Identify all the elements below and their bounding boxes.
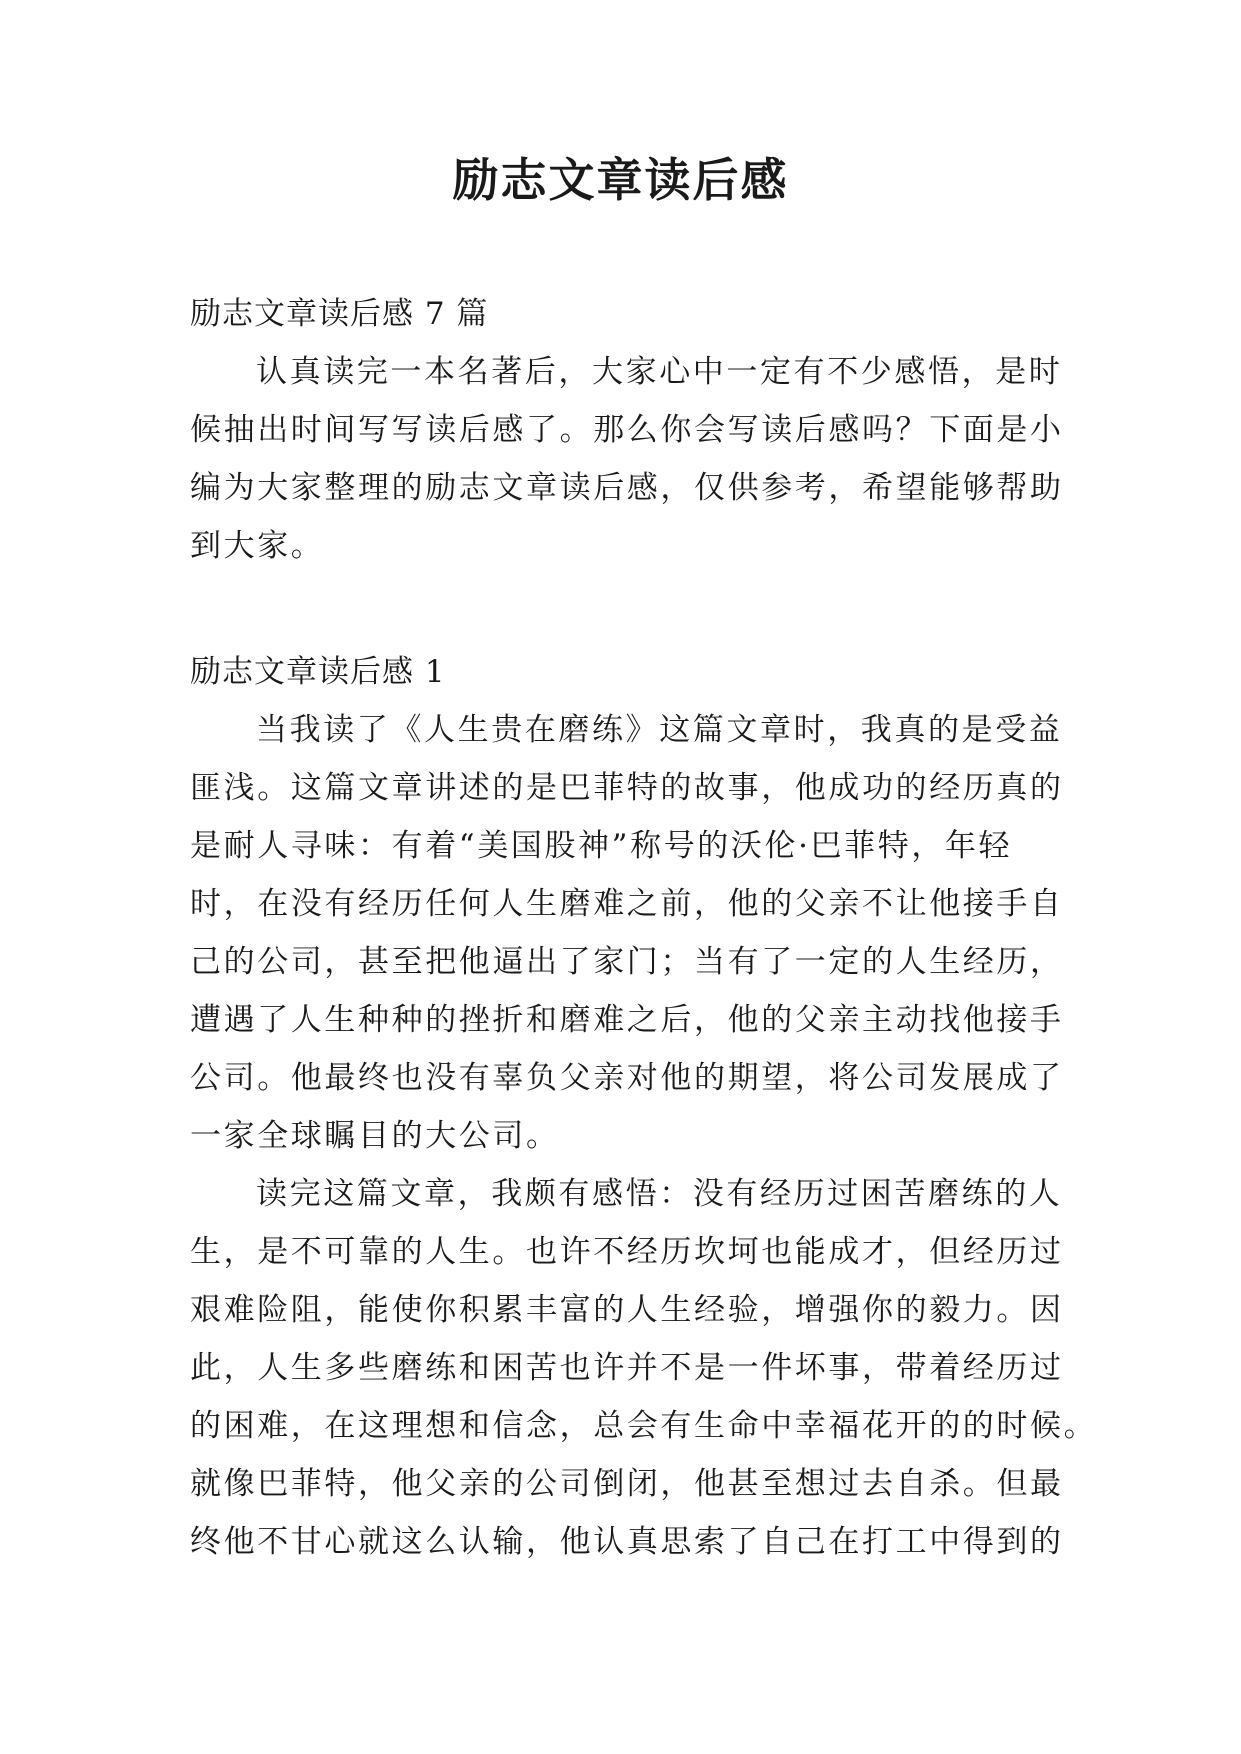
section-paragraph-2 [190, 1165, 1098, 1571]
paragraph-line: 此，人生多些磨练和困苦也许并不是一件坏事，带着经历过 [190, 1350, 1064, 1386]
paragraph-line: 的困难，在这理想和信念，总会有生命中幸福花开的的时候。 [190, 1408, 1098, 1444]
paragraph-line: 生，是不可靠的人生。也许不经历坎坷也能成才，但经历过 [190, 1234, 1064, 1270]
paragraph-line: 时，在没有经历任何人生磨难之前，他的父亲不让他接手自 [190, 886, 1064, 922]
paragraph-line: 一家全球瞩目的大公司。 [190, 1118, 560, 1154]
document-body [190, 285, 1098, 1571]
document-subtitle: 励志文章读后感 7 篇 [190, 296, 489, 332]
paragraph-line: 认真读完一本名著后，大家心中一定有不少感悟，是时 [256, 354, 1063, 390]
paragraph-line: 就像巴菲特，他父亲的公司倒闭，他甚至想过去自杀。但最 [190, 1466, 1064, 1502]
paragraph-line: 终他不甘心就这么认输，他认真思索了自己在打工中得到的 [190, 1524, 1064, 1560]
document-title: 励志文章读后感 [452, 153, 789, 207]
section-spacer [190, 575, 1056, 643]
paragraph-line: 候抽出时间写写读后感了。那么你会写读后感吗？下面是小 [190, 412, 1064, 448]
paragraph-line: 到大家。 [190, 528, 325, 564]
paragraph-line: 遭遇了人生种种的挫折和磨难之后，他的父亲主动找他接手 [190, 1002, 1064, 1038]
paragraph-line: 是耐人寻味：有着“美国股神”称号的沃伦·巴菲特，年轻 [190, 828, 1013, 864]
section-paragraph-1 [190, 701, 1064, 1165]
paragraph-line: 当我读了《人生贵在磨练》这篇文章时，我真的是受益 [256, 712, 1063, 748]
paragraph-line: 编为大家整理的励志文章读后感，仅供参考，希望能够帮助 [190, 470, 1064, 506]
section-heading: 励志文章读后感 1 [190, 654, 446, 690]
intro-paragraph [190, 343, 1064, 575]
paragraph-line: 艰难险阻，能使你积累丰富的人生经验，增强你的毅力。因 [190, 1292, 1064, 1328]
paragraph-line: 公司。他最终也没有辜负父亲对他的期望，将公司发展成了 [190, 1060, 1064, 1096]
paragraph-line: 读完这篇文章，我颇有感悟：没有经历过困苦磨练的人 [256, 1176, 1063, 1212]
paragraph-line: 匪浅。这篇文章讲述的是巴菲特的故事，他成功的经历真的 [190, 770, 1064, 806]
paragraph-line: 己的公司，甚至把他逼出了家门；当有了一定的人生经历， [190, 944, 1064, 980]
